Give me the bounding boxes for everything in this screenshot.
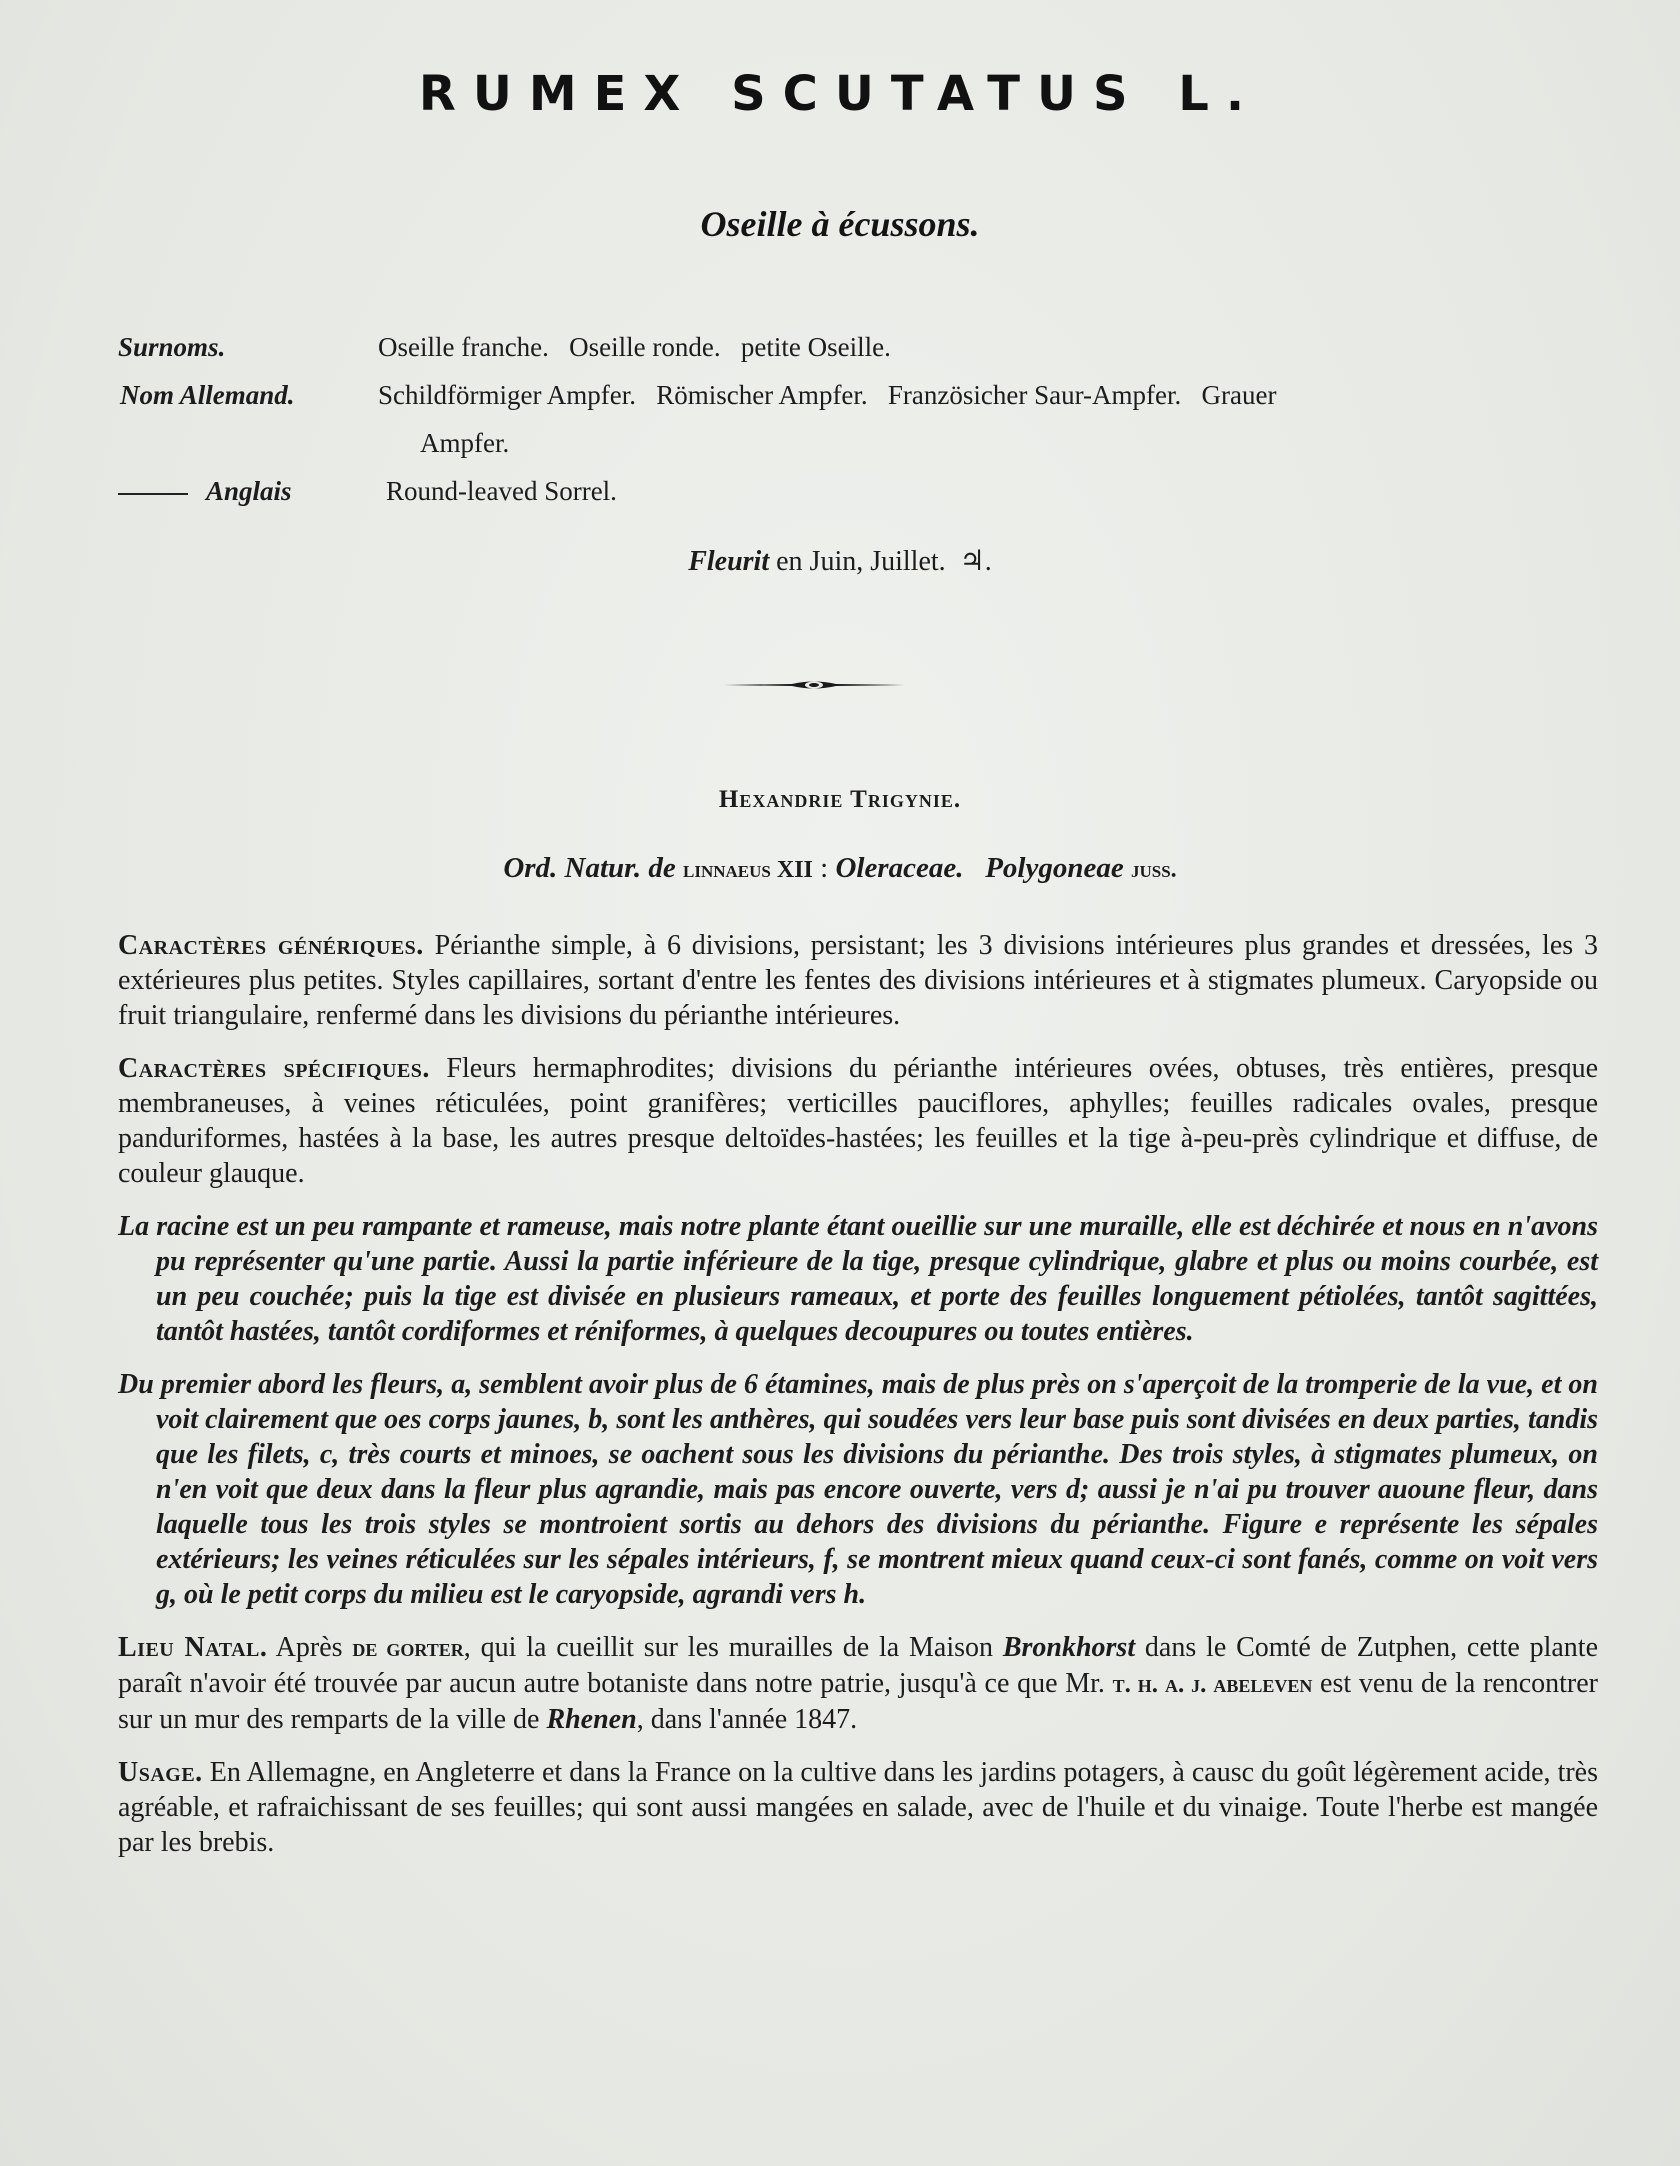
allemand-continuation: Ampfer. xyxy=(420,428,510,458)
anglais-label: Anglais xyxy=(206,476,292,506)
gorter-ref: de gorter xyxy=(352,1635,464,1662)
linnaeus-ref: linnaeus XII xyxy=(683,857,813,883)
allemand-label: Nom Allemand. xyxy=(120,380,295,410)
habitat-t3: dans le Comté de Zutphen, cette plante paraît n'avoir été trouvée par aucun autre botaniste dans notre patrie, jusqu'à ce que Mr. xyxy=(118,1632,1598,1699)
specific-lead: Caractères spécifiques. xyxy=(118,1053,430,1084)
linnaean-class: Hexandrie Trigynie. xyxy=(718,786,962,813)
flower-note: Du premier abord les fleurs, a, semblent avoir plus de 6 étamines, mais de plus près on s'aperçoit de la tromperie de la vue, et on voit clairement que oes corps jaunes, b, sont les anthères, qui soudées vers leur base puis sont divisées en deux parties, tandis que les filets, c, très courts et minoes, se oachent sous les divisions du périanthe. Des trois styles, à stigmates plumeux, on n'en voit que deux dans la fleur plus agrandie, mais pas encore ouverte, vers d; aussi je n'ai pu trouver auoune fleur, dans laquelle tous les trois styles se montroient sortis au dehors des divisions du périanthe. Figure e représente les sépales extérieurs; les veines réticulées sur les sépales intérieurs, f, se montrent mieux quand ceux-ci sont fanés, comme on voit vers g, où le petit corps du milieu est le caryopside, agrandi vers h. xyxy=(118,1369,1598,1610)
surnoms-label: Surnoms. xyxy=(118,332,226,362)
habitat-t2: , qui la cueillit sur les murailles de la Maison xyxy=(463,1632,1003,1663)
usage xyxy=(118,1755,1598,1860)
order-prefix: Ord. Natur. de xyxy=(503,852,683,884)
bronkhorst: Bronkhorst xyxy=(1002,1632,1136,1663)
rhenen: Rhenen xyxy=(546,1704,637,1735)
usage-text: En Allemagne, en Angleterre et dans la France on la cultive dans les jardins potagers, à causc du goût légèrement acide, très agréable, et rafraichissant de ses feuilles; qui sont aussi mangées en salade, avec de l'huile et du vinaige. Toute l'herbe est mangée par les brebis. xyxy=(118,1757,1598,1858)
habitat-lead: Lieu Natal. xyxy=(118,1632,268,1663)
oleraceae: Oleraceae. xyxy=(835,852,964,884)
order-colon: : xyxy=(812,852,836,884)
habitat-t1: Après xyxy=(267,1632,353,1663)
flowering-label: Fleurit xyxy=(688,546,770,577)
natural-order xyxy=(0,852,1680,885)
generic-text: Périanthe simple, à 6 divisions, persistant; les 3 divisions intérieures plus grandes et dressées, les 3 extérieures plus petites. Styles capillaires, sortant d'entre les fentes des divisions intérieures et à stigmates plumeux. Caryopside ou fruit triangulaire, renfermé dans les divisions du périanthe intérieures. xyxy=(118,930,1599,1031)
generic-characters xyxy=(118,928,1598,1033)
anglais-row xyxy=(0,476,1680,524)
page-title: RUMEX SCUTATUS L. xyxy=(418,66,1262,122)
allemand-cont-row xyxy=(0,428,1680,476)
vernacular-names xyxy=(0,332,1680,524)
specific-characters xyxy=(118,1051,1598,1191)
common-name: Oseille à écussons. xyxy=(700,204,980,244)
anglais-value: Round-leaved Sorrel. xyxy=(386,476,617,506)
ditto-dash xyxy=(118,493,188,495)
flowering-text: en Juin, Juillet. ♃. xyxy=(769,546,992,577)
anglais-label-wrap xyxy=(118,476,292,507)
polygoneae: Polygoneae xyxy=(963,852,1131,884)
allemand-row xyxy=(0,380,1680,428)
habitat-t4: est venu de la rencontrer sur un mur des remparts de la ville de xyxy=(118,1668,1598,1735)
habitat xyxy=(118,1630,1598,1737)
root-note: La racine est un peu rampante et rameuse, mais notre plante étant oueillie sur une muraille, elle est déchirée et nous en n'avons pu représenter qu'une partie. Aussi la partie inférieure de la tige, presque cylindrique, glabre et plus ou moins courbée, est un peu couchée; puis la tige est divisée en plusieurs rameaux, et porte des feuilles longuement pétiolées, tantôt sagittées, tantôt hastées, tantôt cordiformes et réniformes, à quelques decoupures ou toutes entières. xyxy=(118,1211,1598,1347)
generic-lead: Caractères génériques. xyxy=(118,930,424,961)
abeleven-ref: t. h. a. j. abeleven xyxy=(1112,1671,1313,1698)
specific-text: Fleurs hermaphrodites; divisions du périanthe intérieures ovées, obtuses, très entières, presque membraneuses, à veines réticulées, point granifères; verticilles pauciflores, aphylles; feuilles radicales ovales, presque panduriformes, hastées à la base, les autres presque deltoïdes-hastées; les feuilles et la tige à-peu-près cylindrique et diffuse, de couleur glauque. xyxy=(118,1053,1598,1189)
jussieu-ref: juss. xyxy=(1130,857,1177,883)
habitat-t5: , dans l'année 1847. xyxy=(636,1704,858,1735)
allemand-value: Schildförmiger Ampfer. Römischer Ampfer. Französicher Saur-Ampfer. Grauer xyxy=(378,380,1277,410)
usage-lead: Usage. xyxy=(118,1757,203,1788)
flowering-period xyxy=(0,544,1680,578)
surnoms-row xyxy=(0,332,1680,380)
ornament-divider xyxy=(722,678,906,692)
description-body xyxy=(118,928,1598,1878)
surnoms-value: Oseille franche. Oseille ronde. petite Oseille. xyxy=(378,332,891,362)
